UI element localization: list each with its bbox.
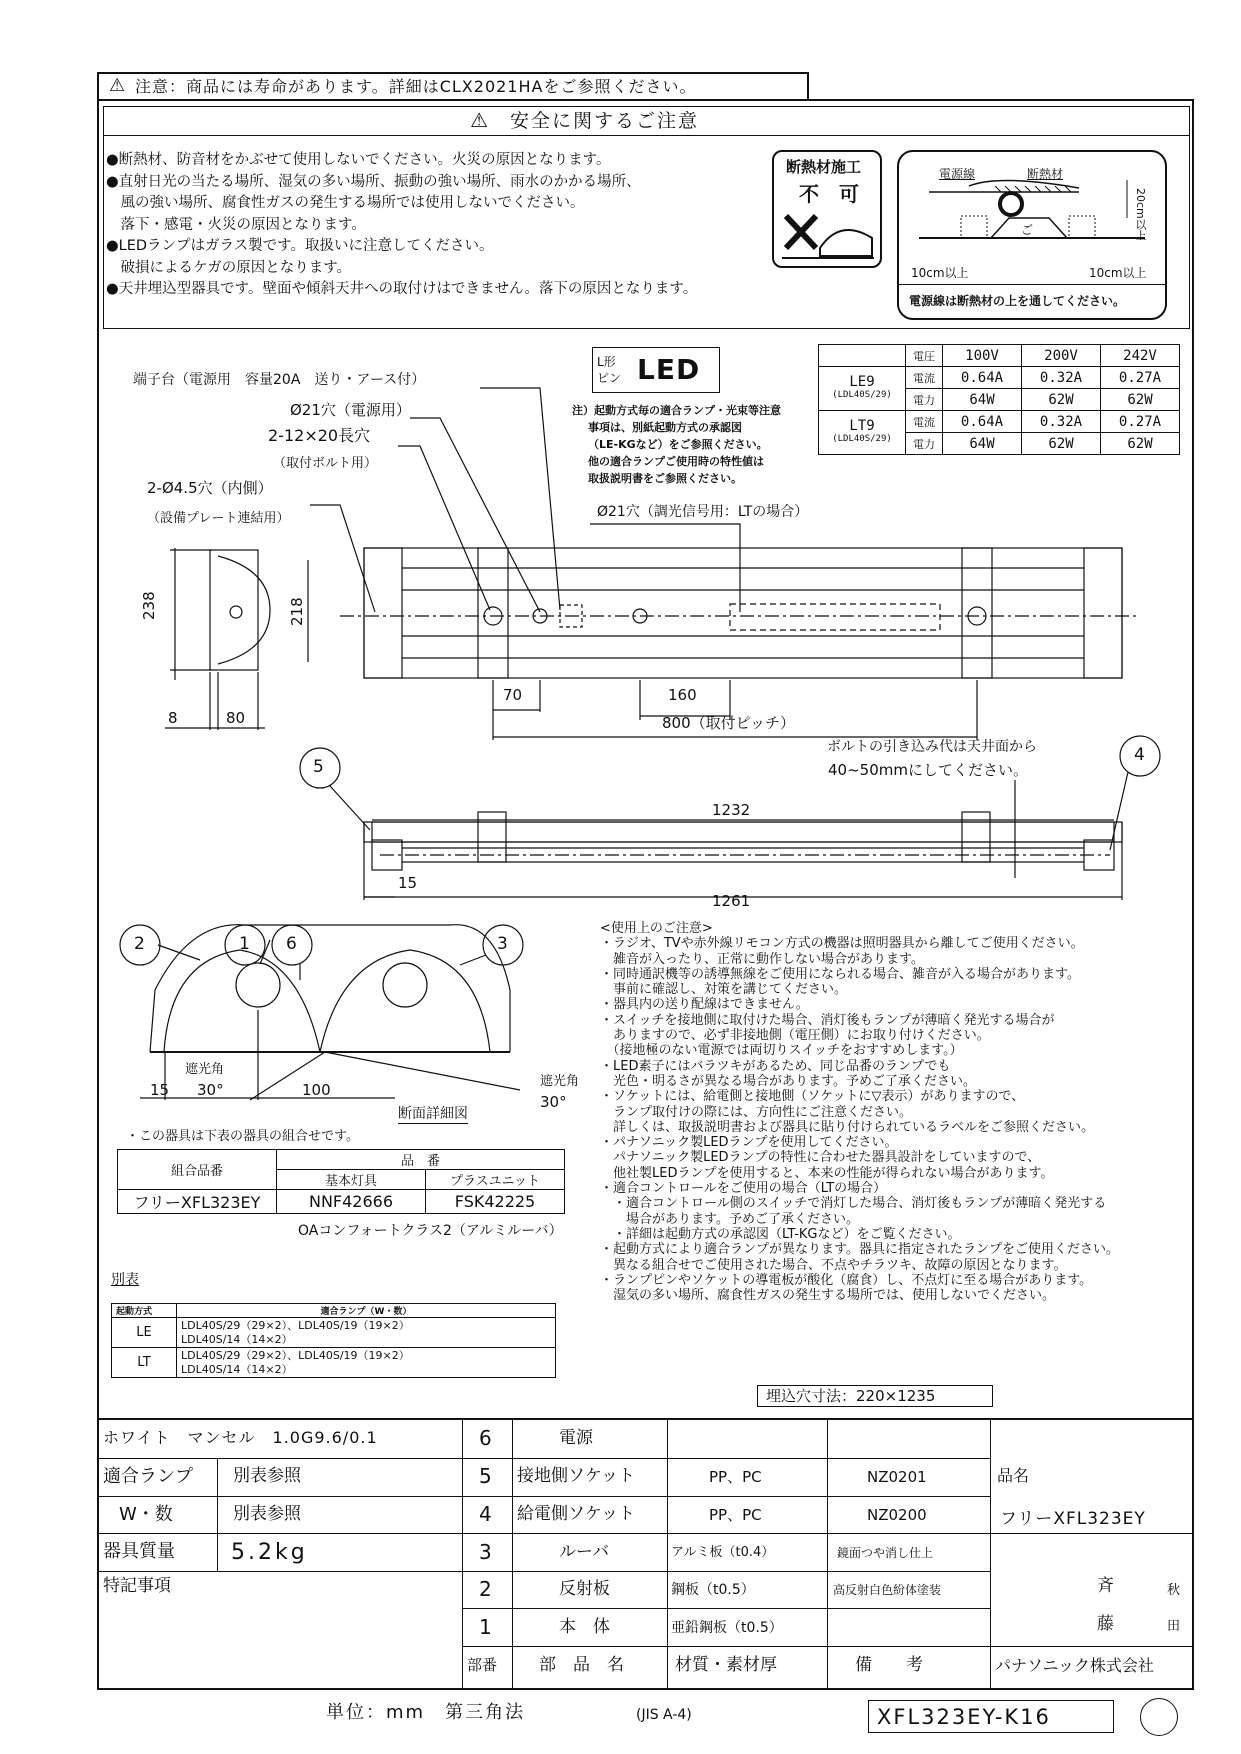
part-material: 鋼板（t0.5）	[671, 1582, 755, 1598]
drawing-number: XFL323EY-K16	[868, 1700, 1114, 1733]
hole-power-label: Ø21穴（電源用）	[290, 401, 411, 419]
part-material: PP、PC	[709, 1506, 762, 1524]
part-note: 高反射白色紛体塗装	[833, 1583, 942, 1597]
safety-item: ●断熱材、防音材をかぶせて使用しないでください。火災の原因となります。	[106, 152, 611, 168]
callout-3: 3	[497, 934, 508, 954]
part-note: 鏡面つや消し仕上	[837, 1546, 934, 1560]
safety-item: ●天井埋込型器具です。壁面や傾斜天井への取付けはできません。落下の原因となります。	[106, 281, 698, 297]
header-name: 部 品 名	[539, 1655, 624, 1675]
cutout-size: 埋込穴寸法：220×1235	[757, 1385, 993, 1407]
company-name: パナソニック株式会社	[995, 1656, 1154, 1675]
dim-160: 160	[668, 686, 697, 704]
header-material: 材質・素材厚	[675, 1655, 777, 1675]
title-block	[97, 1418, 1194, 1690]
dim-15b: 15	[150, 1081, 170, 1099]
left-gap-label: 10cm以上	[911, 266, 969, 280]
part-name: 給電側ソケット	[517, 1504, 635, 1524]
part-no: 4	[479, 1502, 492, 1526]
part-no: 1	[479, 1615, 492, 1639]
dim-218: 218	[288, 597, 306, 626]
callout-5: 5	[313, 757, 324, 777]
part-no: 6	[479, 1426, 492, 1450]
standard: (JIS A-4)	[636, 1707, 692, 1723]
dim-100: 100	[302, 1081, 331, 1099]
lamp-label: 適合ランプ	[103, 1466, 193, 1487]
signature: 斉	[1097, 1576, 1114, 1596]
part-name: 本 体	[559, 1617, 610, 1637]
dim-238: 238	[140, 591, 158, 620]
shade-angle-left: 30°	[197, 1081, 224, 1099]
shade-angle-label-right: 遮光角	[540, 1074, 580, 1089]
shade-angle-right: 30°	[540, 1093, 567, 1111]
part-material: アルミ板（t0.4）	[671, 1545, 775, 1560]
w-value: 別表参照	[233, 1504, 301, 1524]
part-no: 3	[479, 1540, 492, 1564]
dim-80: 80	[226, 709, 246, 727]
header-note: 備 考	[855, 1655, 923, 1675]
led-text: LED	[637, 353, 701, 386]
part-material: PP、PC	[709, 1468, 762, 1486]
l-pin-label: L形ピン	[597, 355, 622, 385]
hole-inner-label: 2-Ø4.5穴（内側）	[147, 479, 273, 497]
revision-circle	[1140, 1698, 1178, 1736]
part-name: 接地側ソケット	[517, 1466, 635, 1486]
insulation-label: 断熱材	[1027, 167, 1064, 181]
dim-1261: 1261	[712, 892, 751, 910]
spec-group-le9: LE9 (LDL40S/29)	[819, 367, 906, 411]
hole-dimming-label: Ø21穴（調光信号用：LTの場合）	[597, 504, 809, 520]
part-name: 電源	[559, 1428, 593, 1448]
slot-sub-label: （取付ボルト用）	[273, 456, 378, 471]
callout-6: 6	[286, 934, 297, 954]
safety-item: ●直射日光の当たる場所、湿気の多い場所、振動の強い場所、雨水のかかる場所、	[106, 173, 641, 190]
dim-70: 70	[503, 686, 523, 704]
safety-item: ●LEDランプはガラス製です。取扱いに注意してください。	[106, 238, 494, 254]
callout-2: 2	[134, 934, 145, 954]
mass-value: 5.2kg	[231, 1540, 308, 1565]
terminal-label: 端子台（電源用 容量20A 送り・アース付）	[133, 372, 426, 388]
spec-table: 電圧 100V 200V 242V LE9 (LDL40S/29) 電流 0.64A 0.32A 0.27A 電力 64W 62W 62W LT9 (LDL40S/29) 電流 0.64A 0.32A 0.27A 電力 64W 62W 62W	[818, 344, 1180, 455]
part-no: 5	[479, 1464, 492, 1488]
top-notice-text: 注意：商品には寿命があります。詳細はCLX2021HAをご参照ください。	[135, 77, 697, 96]
spec-note: 注）起動方式毎の適合ランプ・光束等注意 事項は、別紙起動方式の承認図 （LE-KGなど）をご参照ください。 他の適合ランプご使用時の特性値は 取扱説明書をご参照ください。	[572, 404, 781, 485]
usage-notes: <使用上のご注意> ・ラジオ、TVや赤外線リモコン方式の機器は照明器具から離してご使用ください。 雑音が入ったり、正常に動作しない場合があります。 ・同時通訳機等の誘導無線をご使用になられる場合、雑音が入る場合があります。 事前に確認し、対策を講じてください。 ・器具内の送り配線はできません。 ・スイッチを接地側に取付けた場合、消灯後もランプが薄暗く発光する場合が ありますので、必ず非接地側（電圧側）にお取り付けください。 （接地極のない電源では両切りスイッチをおすすめします。） ・LED素子にはバラツキがあるため、同じ品番のランプでも 光色・明るさが異なる場合があります。予めご了承ください。 ・ソケットには、給電側と接地側（ソケットに▽表示）がありますので、 ランプ取付けの際には、方向性にご注意ください。 詳しくは、取扱説明書および器具に貼り付けられているラベルをご参照ください。 ・パナソニック製LEDランプを使用してください。 パナソニック製LEDランプの特性に合わせた器具設計をしていますので、 他社製LEDランプを使用すると、本来の性能が得られない場合があります。 ・適合コントロールをご使用の場合（LTの場合） ・適合コントロール側のスイッチで消灯した場合、消灯後もランプが薄暗く発光する 場合があります。予めご了承ください。 ・詳細は起動方式の承認図（LT-KGなど）をご覧ください。 ・起動方式により適合ランプが異なります。器具に指定されたランプをご使用ください。 異なる組合せでご使用された場合、不点やチラツキ、故障の原因となります。 ・ランプピンやソケットの導電板が酸化（腐食）し、不点灯に至る場合があります。 湿気の多い場所、腐食性ガスの発生する場所では、使用しないでください。	[600, 921, 1119, 1304]
badge-line1: 断熱材施工	[786, 158, 862, 176]
safety-title: 安全に関するご注意	[510, 110, 700, 132]
hole-inner-sub-label: （設備プレート連結用）	[147, 511, 290, 526]
part-name: 反射板	[559, 1579, 610, 1599]
height-label: 20cm以上	[1134, 188, 1147, 241]
shade-angle-label-left: 遮光角	[185, 1062, 225, 1077]
lamp-value: 別表参照	[233, 1466, 301, 1486]
signature: 藤	[1097, 1614, 1114, 1634]
signature: 田	[1167, 1619, 1181, 1634]
callout-4: 4	[1134, 745, 1145, 765]
svg-text:ご: ご	[1021, 223, 1034, 237]
dim-800: 800（取付ピッチ）	[662, 714, 796, 732]
unit-projection: 単位：mm 第三角法	[326, 1702, 526, 1723]
slot-label: 2-12×20長穴	[268, 426, 371, 445]
w-label: W・数	[119, 1504, 173, 1525]
right-gap-label: 10cm以上	[1089, 266, 1147, 280]
product-name: フリーXFL323EY	[1000, 1509, 1146, 1529]
header-no: 部番	[467, 1656, 498, 1674]
dim-1232: 1232	[712, 801, 751, 819]
appendix-table: 起動方式 適合ランプ（W・数） LE LDL40S/29（29×2）、LDL40S/19（19×2） LDL40S/14（14×2） LT LDL40S/29（29×2）、LDL40S/19（19×2） LDL40S/14（14×2）	[111, 1303, 556, 1378]
part-note: NZ0201	[867, 1468, 927, 1486]
safety-item: 風の強い場所、腐食性ガスの発生する場所では使用しないでください。	[106, 195, 585, 211]
bolt-note-2: 40~50mmにしてください。	[828, 761, 1028, 779]
finish-spec: ホワイト マンセル 1.0G9.6/0.1	[103, 1428, 378, 1447]
part-no: 2	[479, 1577, 492, 1601]
combo-footnote: OAコンフォートクラス2（アルミルーバ）	[298, 1223, 563, 1239]
special-label: 特記事項	[103, 1576, 171, 1596]
bolt-note-1: ボルトの引き込み代は天井面から	[827, 739, 1037, 755]
badge-line2: 不 可	[799, 182, 859, 206]
part-name: ルーバ	[559, 1542, 610, 1562]
safety-item: 破損によるケガの原因となります。	[106, 259, 352, 276]
dim-15: 15	[398, 874, 418, 892]
signature: 秋	[1167, 1583, 1181, 1598]
safety-item: 落下・感電・火災の原因となります。	[106, 216, 366, 233]
product-label: 品名	[997, 1466, 1030, 1485]
part-note: NZ0200	[867, 1506, 927, 1524]
combo-caption: ・この器具は下表の器具の組合せです。	[126, 1129, 359, 1144]
warning-icon: ⚠	[109, 75, 126, 96]
warning-icon: ⚠	[470, 108, 488, 132]
power-line-label: 電源線	[939, 167, 976, 181]
appendix-title: 別表	[111, 1272, 139, 1288]
dim-8: 8	[168, 709, 178, 727]
mass-label: 器具質量	[103, 1541, 175, 1562]
section-title: 断面詳細図	[398, 1106, 468, 1122]
spec-group-lt9: LT9 (LDL40S/29)	[819, 411, 906, 455]
part-material: 亜鉛鋼板（t0.5）	[671, 1620, 783, 1636]
callout-1: 1	[239, 934, 250, 954]
insulation-caption: 電源線は断熱材の上を通してください。	[909, 294, 1126, 308]
combo-table: 組合品番 品 番 基本灯具 プラスユニット フリーXFL323EY NNF42666 FSK42225	[117, 1149, 565, 1214]
